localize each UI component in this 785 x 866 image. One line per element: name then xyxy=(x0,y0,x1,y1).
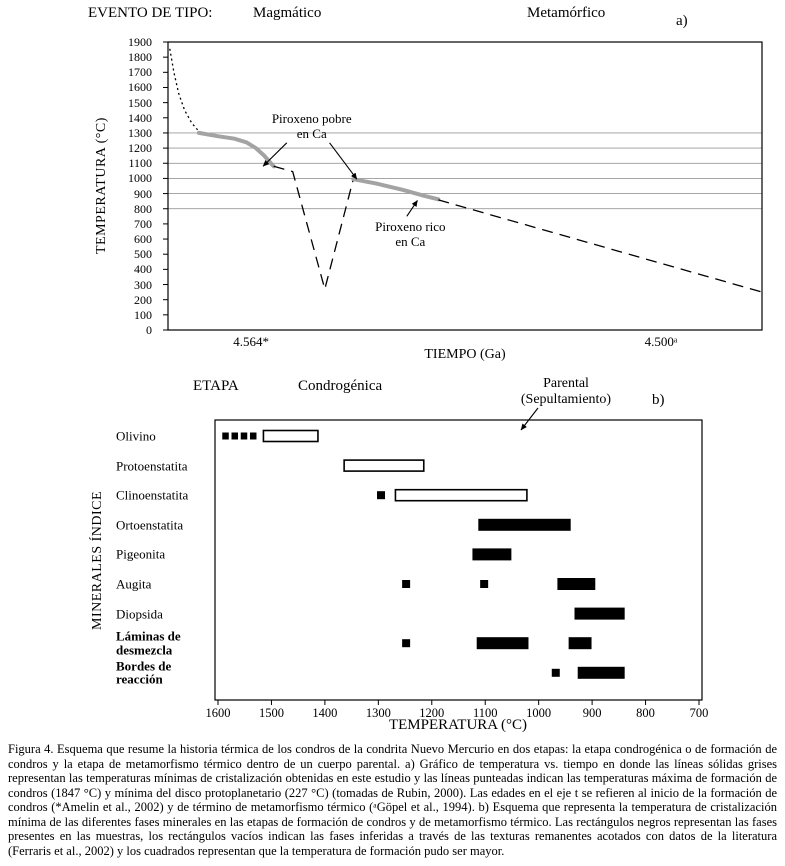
row-label-0: Olivino xyxy=(116,428,156,444)
chart-b-x-tick-label: 1200 xyxy=(419,706,445,720)
solid-bar xyxy=(477,638,528,649)
series-dotted xyxy=(170,49,199,132)
dotted-square-marker xyxy=(232,433,239,440)
y-tick-label: 700 xyxy=(134,216,152,231)
mineral-temperature-chart xyxy=(205,412,715,712)
solid-bar xyxy=(569,638,591,649)
chart-a-annotation-1: Piroxeno rico en Ca xyxy=(375,218,446,249)
y-tick-label: 800 xyxy=(134,201,152,216)
open-bar xyxy=(344,460,424,471)
solid-bar xyxy=(575,608,624,619)
stage-condrogenica-label: Condrogénica xyxy=(298,378,383,394)
stage-parental-line2: (Sepultamiento) xyxy=(520,392,612,407)
square-marker xyxy=(480,580,488,588)
row-label-1: Protoenstatita xyxy=(116,457,188,473)
chart-b-y-axis-title: MINERALES ÍNDICE xyxy=(90,490,105,630)
dotted-square-marker xyxy=(241,433,248,440)
plot-border xyxy=(215,420,702,700)
solid-bar xyxy=(473,549,511,560)
temperature-time-chart xyxy=(156,36,770,338)
y-tick-label: 1200 xyxy=(128,141,152,156)
y-tick-label: 1500 xyxy=(128,95,152,110)
event-type-title: EVENTO DE TIPO: xyxy=(88,5,213,21)
y-tick-label: 500 xyxy=(134,247,152,262)
y-tick-label: 1800 xyxy=(128,50,152,65)
y-tick-label: 200 xyxy=(134,292,152,307)
chart-b-x-tick-label: 1300 xyxy=(365,706,391,720)
row-label-8: Bordes de reacción xyxy=(116,658,172,687)
solid-bar xyxy=(578,667,624,678)
chart-a-y-axis-title: TEMPERATURA (°C) xyxy=(94,117,109,255)
open-bar xyxy=(263,431,318,442)
stage-parental-line1: Parental xyxy=(543,376,589,391)
chart-a-x-axis-title: TIEMPO (Ga) xyxy=(424,347,506,362)
y-tick-label: 1400 xyxy=(128,110,152,125)
annotation-arrow xyxy=(263,143,287,166)
row-label-3: Ortoenstatita xyxy=(116,517,184,533)
chart-b-x-tick-label: 1600 xyxy=(205,706,231,720)
open-bar xyxy=(395,490,526,501)
square-marker xyxy=(377,491,385,499)
panel-a-label: a) xyxy=(676,13,688,29)
chart-b-x-tick-label: 1000 xyxy=(526,706,552,720)
y-tick-label: 400 xyxy=(134,262,152,277)
row-label-5: Augita xyxy=(116,576,152,592)
chart-b-x-tick-label: 1100 xyxy=(472,706,498,720)
panel-b-label: b) xyxy=(652,392,665,408)
dotted-square-marker xyxy=(250,433,257,440)
series-gray xyxy=(199,133,274,166)
row-label-2: Clinoenstatita xyxy=(116,487,189,503)
y-tick-label: 1300 xyxy=(128,125,152,140)
y-tick-label: 100 xyxy=(134,307,152,322)
row-label-7: Láminas de desmezcla xyxy=(116,628,181,658)
chart-b-x-tick-label: 1400 xyxy=(312,706,338,720)
stage-parental-label xyxy=(498,376,634,408)
chart-b-x-tick-label: 900 xyxy=(582,706,602,720)
series-dashed xyxy=(438,200,762,292)
square-marker xyxy=(402,639,410,647)
etapa-title: ETAPA xyxy=(193,378,239,394)
chart-a-x-tick-label: 4.564* xyxy=(233,334,270,349)
y-tick-label: 1700 xyxy=(128,65,152,80)
y-tick-label: 0 xyxy=(146,323,152,337)
y-tick-label: 1600 xyxy=(128,80,152,95)
event-magmatico-label: Magmático xyxy=(253,5,322,21)
row-label-6: Diopsida xyxy=(116,605,163,621)
y-tick-label: 1000 xyxy=(128,171,152,186)
y-tick-label: 1100 xyxy=(128,156,152,171)
chart-a-annotation-0: Piroxeno pobre en Ca xyxy=(271,110,352,141)
series-dashed xyxy=(274,166,354,289)
square-marker xyxy=(402,580,410,588)
chart-b-x-tick-label: 700 xyxy=(689,706,709,720)
y-tick-label: 600 xyxy=(134,232,152,247)
plot-border xyxy=(168,42,762,330)
chart-a-x-tick-label: 4.500ᵃ xyxy=(644,334,678,349)
solid-bar xyxy=(479,519,570,530)
chart-b-x-tick-label: 800 xyxy=(636,706,655,720)
figure-caption: Figura 4. Esquema que resume la historia térmica de los condros de la condrita Nuevo Mercurio en dos etapas: la etapa condrogénica o de formación de condros y la etapa de metamorfismo térmico dentro de un cuerpo parental. a) Gráfico de temperatura vs. tiempo en donde las líneas sólidas grises representan las temperaturas mínimas de cristalización obtenidas en este estudio y las líneas punteadas indican las temperaturas máxima de formación de condros (1847 °C) y mínima del disco protoplanetario (227 °C) (tomadas de Rubin, 2000). Las edades en el eje t se refieren al inicio de la formación de condros (*Amelin et al., 2002) y de término de metamorfismo térmico (ᵃGöpel et al., 1994). b) Esquema que representa la temperatura de cristalización mínima de las diferentes fases minerales en las etapas de formación de condros y de metamorfismo térmico. Las rectángulos negros representan las fases presentes en las muestras, los rectángulos vacíos indican las fases inferidas a través de las texturas remanentes acotados con datos de la literatura (Ferraris et al., 2002) y los cuadrados representan que la temperatura de formación pudo ser mayor. xyxy=(8,742,777,858)
chart-b-x-tick-label: 1500 xyxy=(258,706,284,720)
chart-b-x-axis-title: TEMPERATURA (°C) xyxy=(388,717,528,733)
y-tick-label: 300 xyxy=(134,277,152,292)
y-tick-label: 900 xyxy=(134,186,152,201)
series-gray xyxy=(353,179,438,199)
dotted-square-marker xyxy=(222,433,229,440)
y-tick-label: 1900 xyxy=(128,35,152,49)
solid-bar xyxy=(558,579,595,590)
row-label-4: Pigeonita xyxy=(116,546,166,562)
event-metamorfico-label: Metamórfico xyxy=(527,5,606,21)
square-marker xyxy=(552,669,560,677)
